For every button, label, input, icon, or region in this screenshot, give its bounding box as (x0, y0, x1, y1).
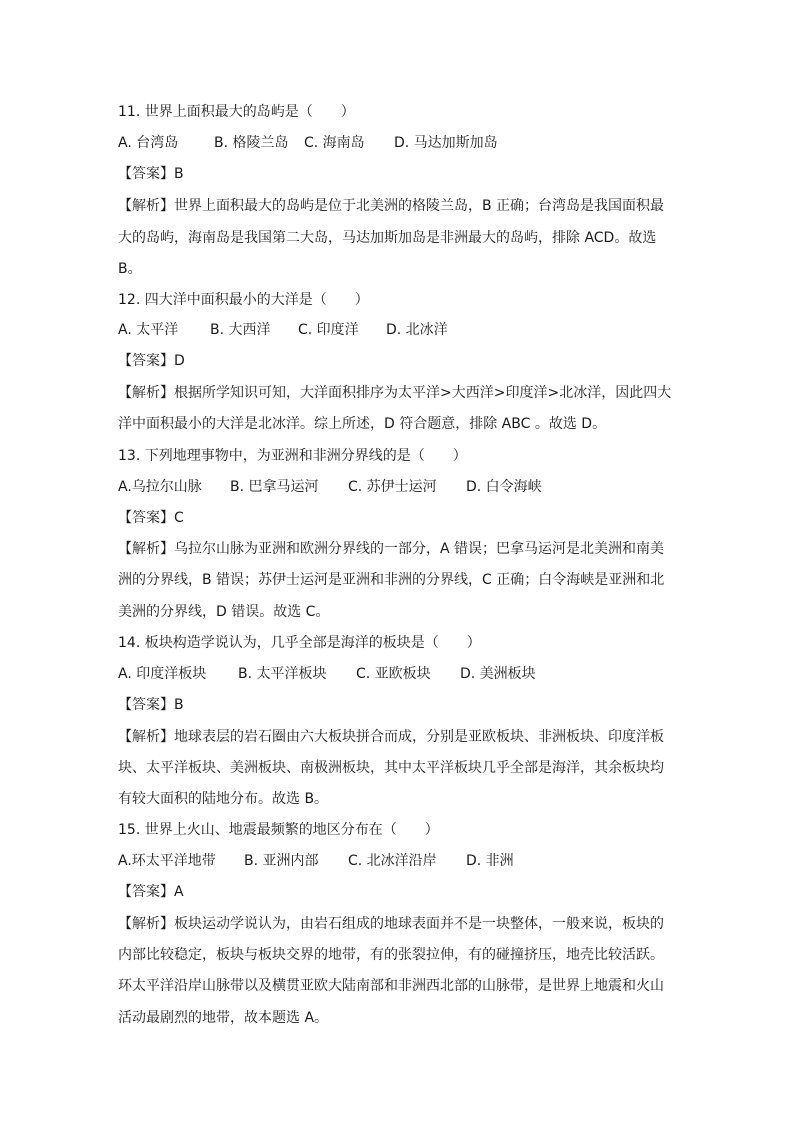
option-c: C. 北冰洋沿岸 (348, 853, 437, 869)
question-14-options (118, 664, 536, 684)
option-d: D. 北冰洋 (386, 322, 448, 338)
option-d: D. 美洲板块 (460, 666, 536, 682)
option-c: C. 海南岛 (304, 135, 365, 151)
option-a: A. 印度洋板块 (118, 666, 207, 682)
question-11-analysis-line: 【解析】世界上面积最大的岛屿是位于北美洲的格陵兰岛，B 正确；台湾岛是我国面积最 (118, 198, 665, 214)
option-a: A. 台湾岛 (118, 135, 179, 151)
question-13-options (118, 477, 542, 497)
question-15-analysis-line: 内部比较稳定，板块与板块交界的地带，有的张裂拉伸，有的碰撞挤压，地壳比较活跃。 (118, 947, 664, 963)
question-11-options (118, 133, 498, 153)
question-15-stem: 15. 世界上火山、地震最频繁的地区分布在（ ） (118, 822, 439, 838)
option-b: B. 太平洋板块 (238, 666, 327, 682)
option-a: A.环太平洋地带 (118, 853, 216, 869)
option-b: B. 亚洲内部 (244, 853, 319, 869)
option-c: C. 印度洋 (298, 322, 359, 338)
question-15-answer: 【答案】A (118, 884, 184, 900)
option-c: C. 苏伊士运河 (348, 479, 437, 495)
question-15-options (118, 851, 514, 871)
question-12-options (118, 320, 448, 340)
question-13-answer: 【答案】C (118, 510, 184, 526)
option-d: D. 白令海峡 (466, 479, 542, 495)
question-13-analysis-line: 美洲的分界线，D 错误。故选 C。 (118, 604, 330, 620)
question-13-analysis-line: 【解析】乌拉尔山脉为亚洲和欧洲分界线的一部分，A 错误；巴拿马运河是北美洲和南美 (118, 541, 665, 557)
question-14-stem: 14. 板块构造学说认为，几乎全部是海洋的板块是（ ） (118, 635, 481, 651)
question-11-analysis-line: B。 (118, 261, 142, 277)
question-15-analysis-line: 环太平洋沿岸山脉带以及横贯亚欧大陆南部和非洲西北部的山脉带，是世界上地震和火山 (118, 978, 664, 994)
option-b: B. 巴拿马运河 (230, 479, 319, 495)
question-12-analysis-line: 洋中面积最小的大洋是北冰洋。综上所述，D 符合题意，排除 ABC 。故选 D。 (118, 416, 607, 432)
question-15-analysis-line: 【解析】板块运动学说认为，由岩石组成的地球表面并不是一块整体，一般来说，板块的 (118, 916, 664, 932)
question-14-analysis-line: 有较大面积的陆地分布。故选 B。 (118, 791, 329, 807)
option-a: A.乌拉尔山脉 (118, 479, 202, 495)
option-b: B. 大西洋 (210, 322, 271, 338)
question-14-analysis-line: 块、太平洋板块、美洲板块、南极洲板块，其中太平洋板块几乎全部是海洋，其余板块均 (118, 760, 664, 776)
question-11-stem: 11. 世界上面积最大的岛屿是（ ） (118, 104, 355, 120)
option-a: A. 太平洋 (118, 322, 179, 338)
question-12-answer: 【答案】D (118, 353, 185, 369)
option-d: D. 马达加斯加岛 (394, 135, 498, 151)
question-12-analysis-line: 【解析】根据所学知识可知，大洋面积排序为太平洋>大西洋>印度洋>北冰洋，因此四大 (118, 385, 672, 401)
option-b: B. 格陵兰岛 (214, 135, 289, 151)
question-11-analysis-line: 大的岛屿，海南岛是我国第二大岛，马达加斯加岛是非洲最大的岛屿，排除 ACD。故选 (118, 230, 657, 246)
question-11-answer: 【答案】B (118, 166, 184, 182)
question-14-analysis-line: 【解析】地球表层的岩石圈由六大板块拼合而成，分别是亚欧板块、非洲板块、印度洋板 (118, 729, 664, 745)
question-13-stem: 13. 下列地理事物中，为亚洲和非洲分界线的是（ ） (118, 448, 467, 464)
option-d: D. 非洲 (466, 853, 514, 869)
option-c: C. 亚欧板块 (356, 666, 431, 682)
question-13-analysis-line: 洲的分界线，B 错误；苏伊士运河是亚洲和非洲的分界线，C 正确；白令海峡是亚洲和北 (118, 572, 665, 588)
question-14-answer: 【答案】B (118, 697, 184, 713)
question-15-analysis-line: 活动最剧烈的地带，故本题选 A。 (118, 1010, 329, 1026)
question-12-stem: 12. 四大洋中面积最小的大洋是（ ） (118, 292, 369, 308)
